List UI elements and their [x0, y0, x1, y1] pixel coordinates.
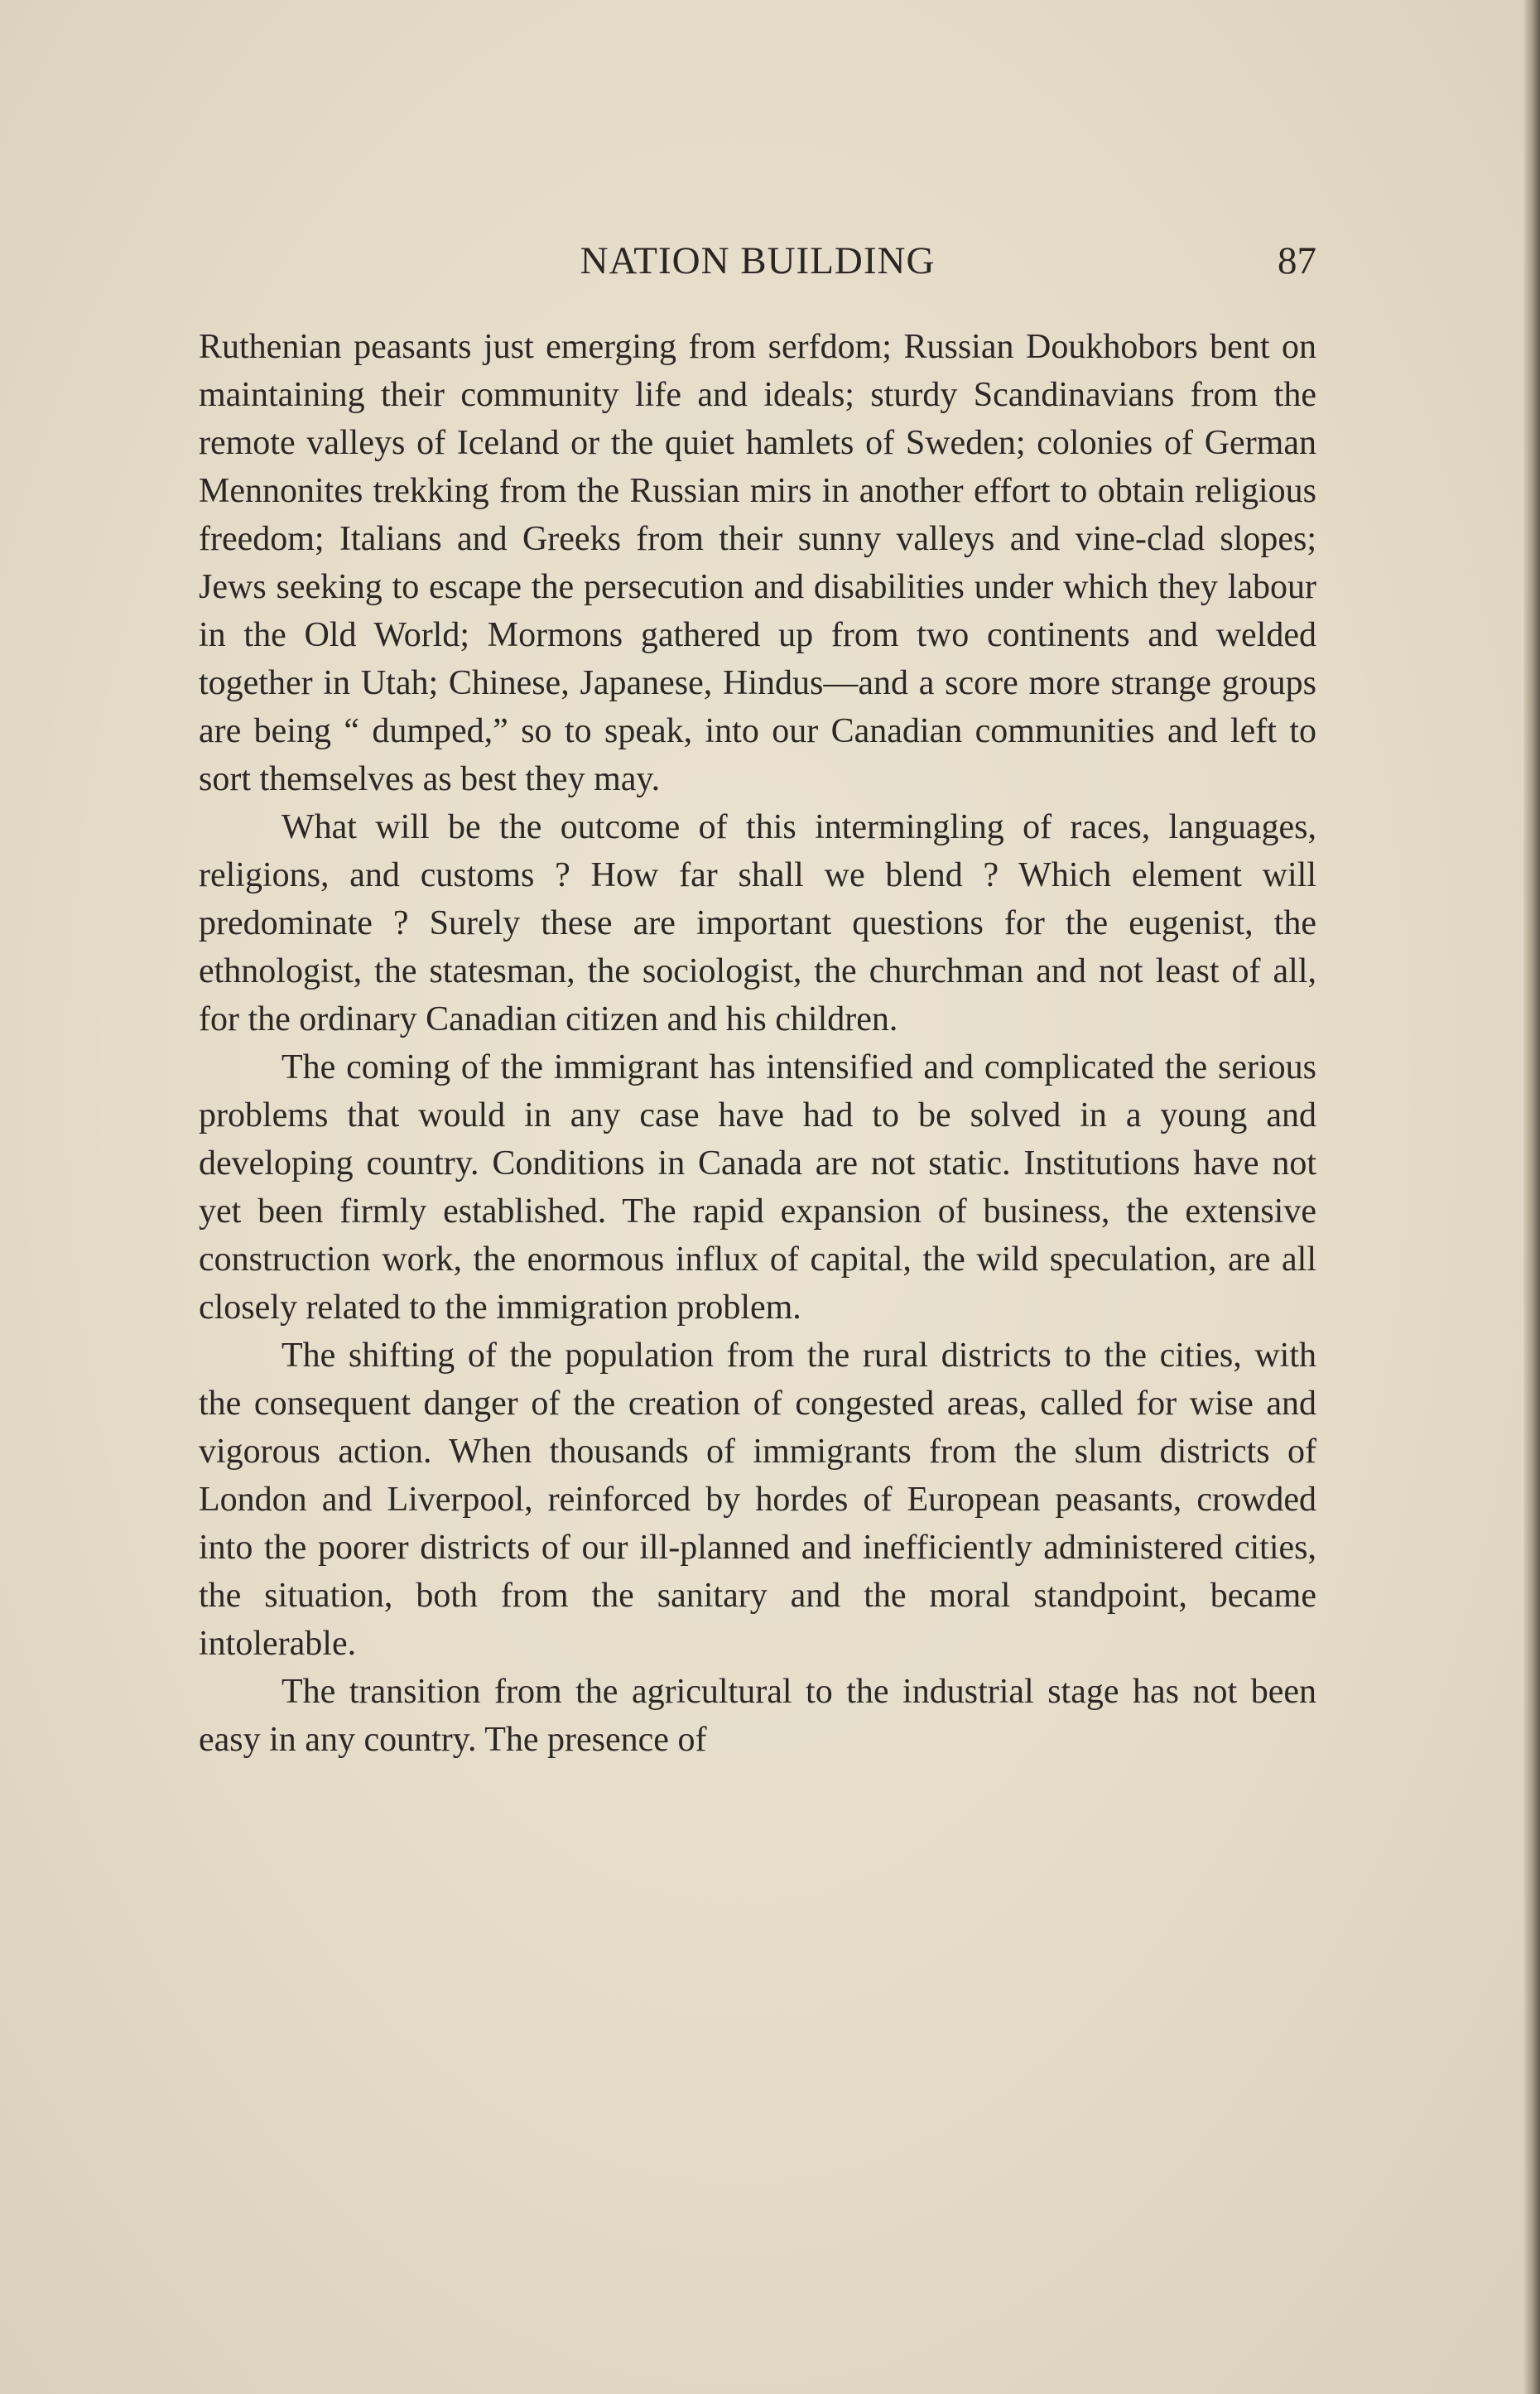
running-title: NATION BUILDING [580, 239, 936, 282]
paragraph-3: The coming of the immigrant has intensified and complicated the serious problems that would in any case have had to be solved in a young and developing country. Conditions in Canada are not static. Institutions have not yet been firmly established. The rapid expansion of business, the extensive construction work, the enormous influx of capital, the wild speculation, are all closely related to the immigration problem. [199, 1048, 1316, 1327]
paragraph-5: The transition from the agricultural to the industrial stage has not been easy in any country. The presence of [199, 1673, 1316, 1759]
page-header [199, 238, 1316, 288]
paragraph-4: The shifting of the population from the rural districts to the cities, with the consequent danger of the creation of congested areas, called for wise and vigorous action. When thousands of immigrants from the slum districts of London and Liverpool, reinforced by hordes of European peasants, crowded into the poorer districts of our ill-planned and inefficiently administered cities, the situation, both from the sanitary and the moral standpoint, became intolerable. [199, 1337, 1316, 1663]
body-text [199, 323, 1316, 1764]
page-number: 87 [1278, 239, 1316, 282]
paragraph-2: What will be the outcome of this intermingling of races, languages, religions, and customs ? How far shall we blend ? Which element will predominate ? Surely these are important questions for the eugenist, the ethnologist, the statesman, the sociologist, the churchman and not least of all, for the ordinary Canadian citizen and his children. [199, 808, 1316, 1038]
page-edge-shadow [1523, 0, 1540, 2394]
paragraph-1: Ruthenian peasants just emerging from serfdom; Russian Doukhobors bent on maintaining their community life and ideals; sturdy Scandinavians from the remote valleys of Iceland or the quiet hamlets of Sweden; colonies of German Mennonites trekking from the Russian mirs in another effort to obtain religious freedom; Italians and Greeks from their sunny valleys and vine-clad slopes; Jews seeking to escape the persecution and disabilities under which they labour in the Old World; Mormons gathered up from two continents and welded together in Utah; Chinese, Japanese, Hindus—and a score more strange groups are being “ dumped,” so to speak, into our Canadian communities and left to sort themselves as best they may. [199, 328, 1316, 798]
